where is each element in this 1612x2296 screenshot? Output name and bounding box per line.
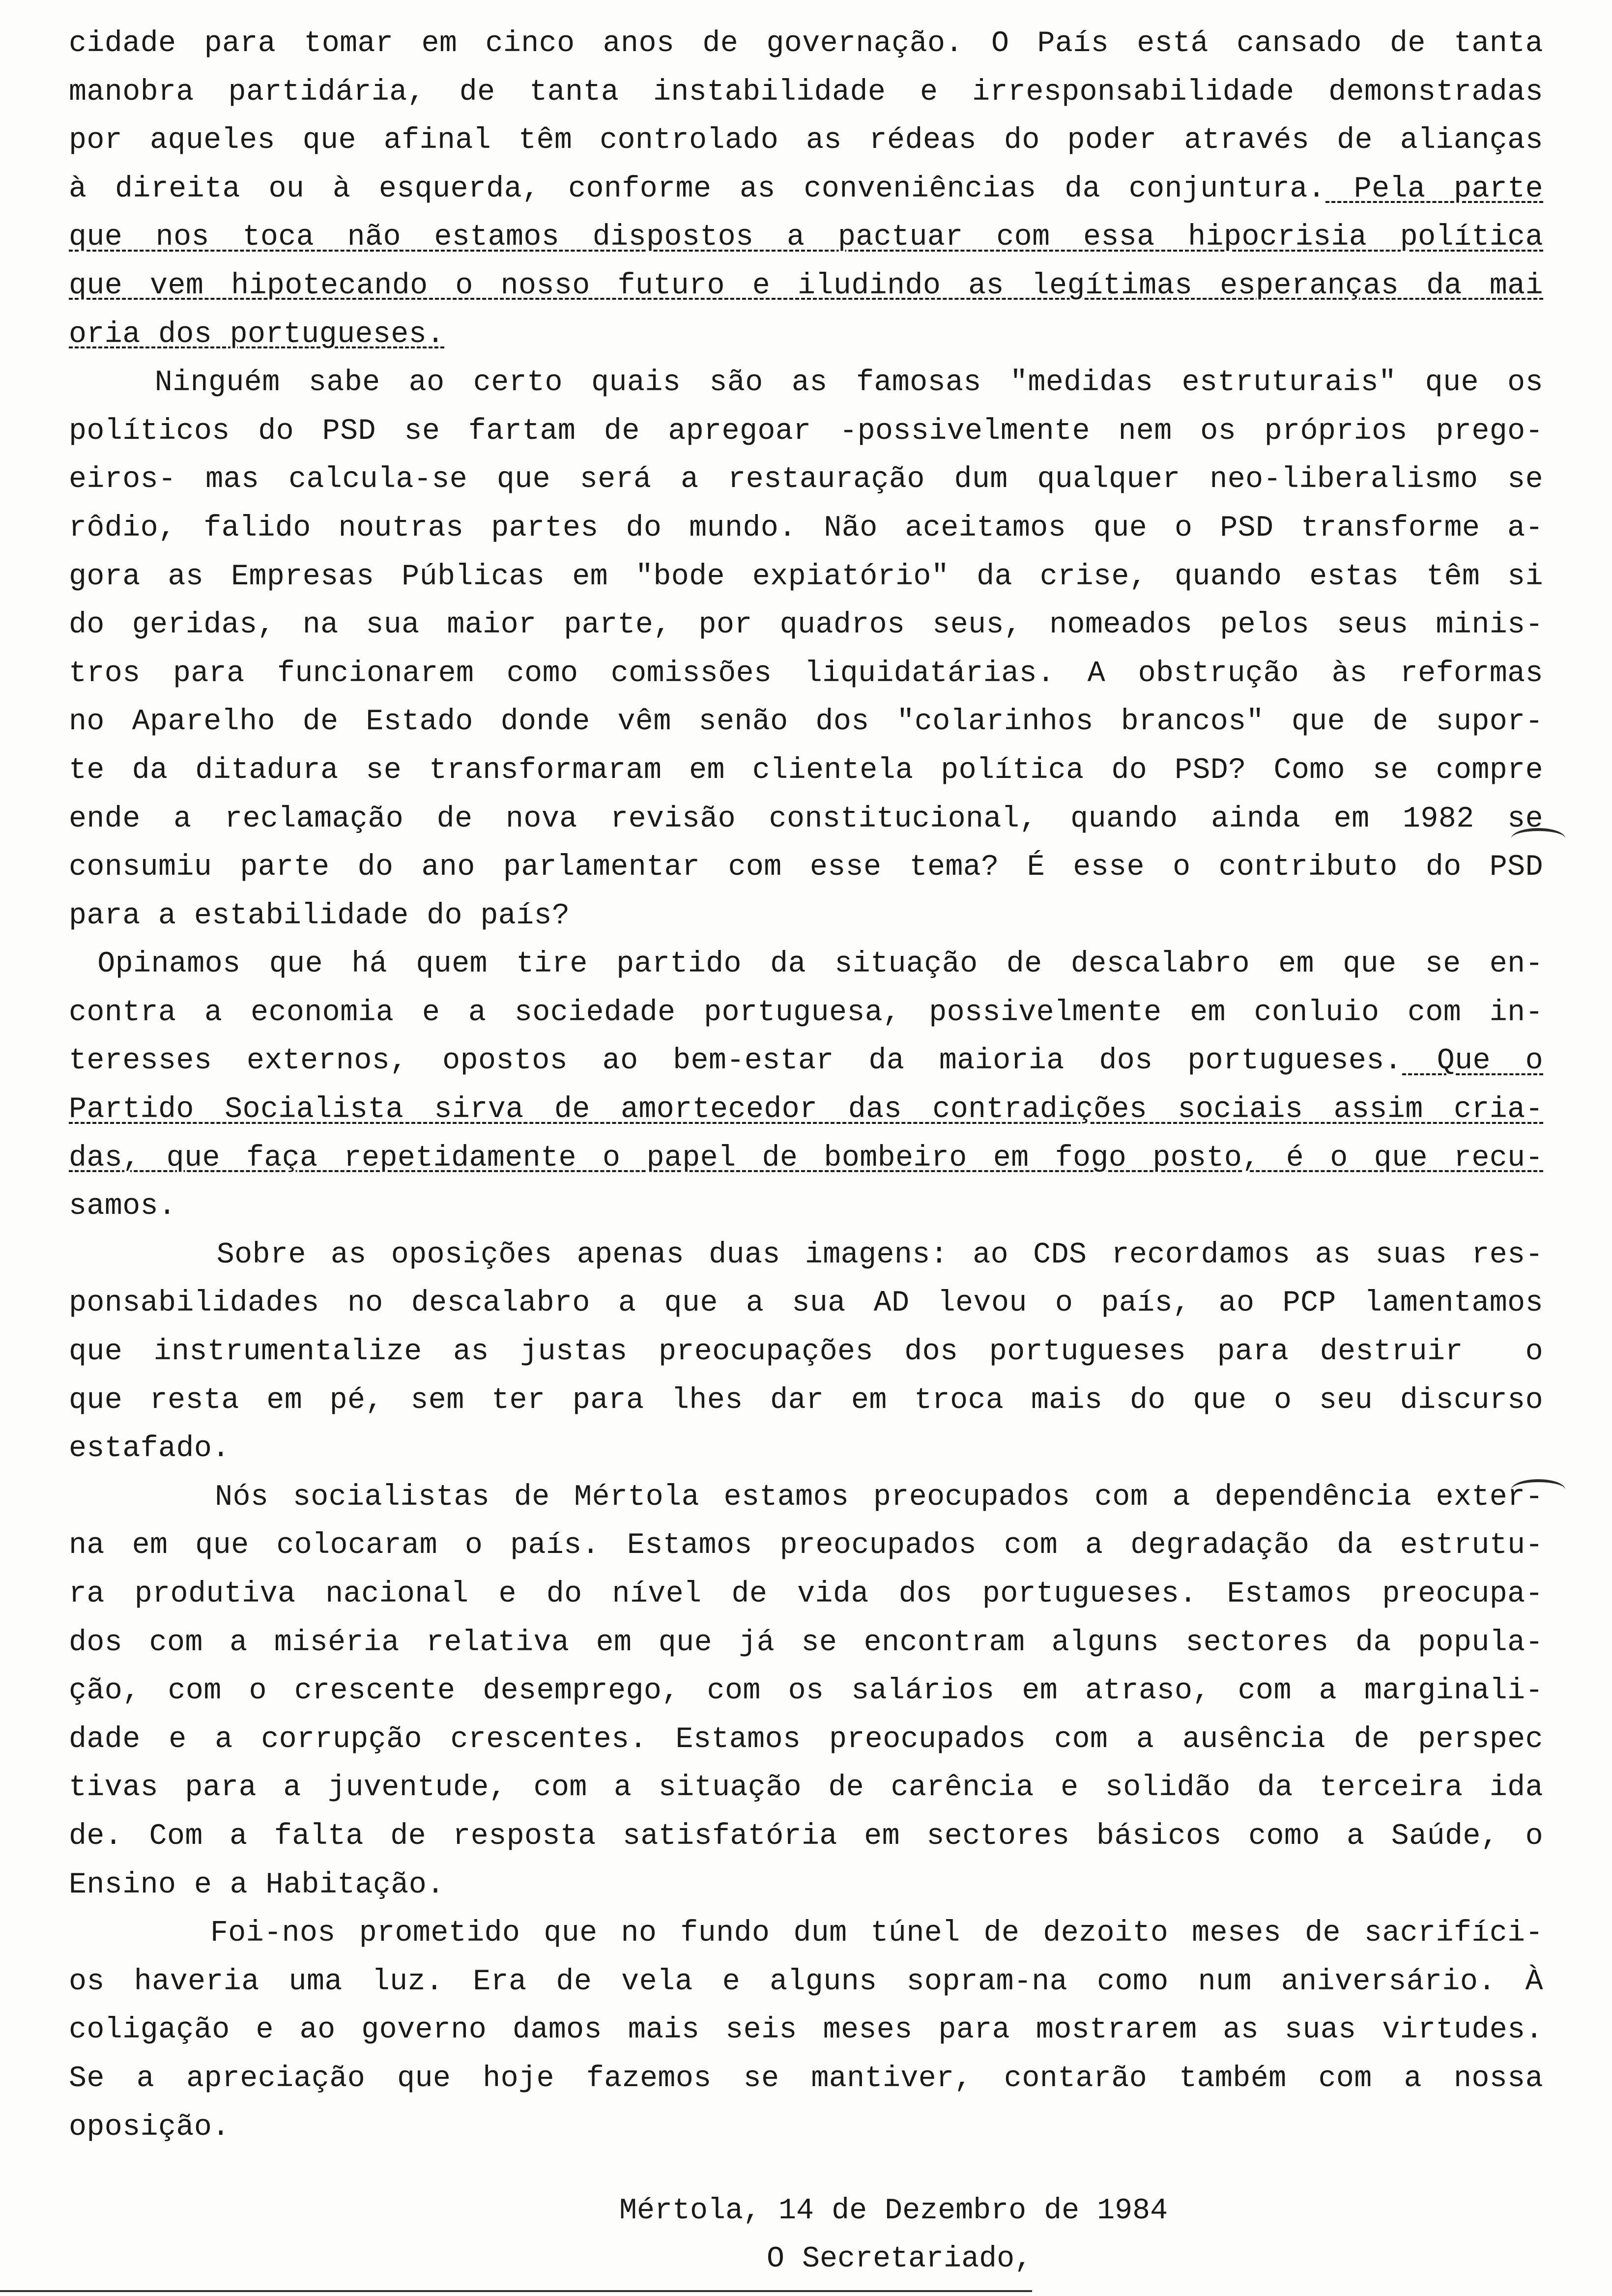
text-line: os haveria uma luz. Era de vela e alguns sopram-na como num aniversário. À — [69, 1965, 1543, 1999]
text-line: Ninguém sabe ao certo quais são as famosas "medidas estruturais" que os — [69, 366, 1543, 400]
text-line: dade e a corrupção crescentes. Estamos preocupados com a ausência de perspec — [69, 1722, 1543, 1756]
text-line: de. Com a falta de resposta satisfatória em sectores básicos como a Saúde, o — [69, 1819, 1543, 1853]
text-line: estafado. — [69, 1432, 230, 1466]
text-line: oposição. — [69, 2110, 230, 2144]
text-line: ende a reclamação de nova revisão constitucional, quando ainda em 1982 se — [69, 802, 1543, 836]
text-line: ponsabilidades no descalabro a que a sua AD levou o país, ao PCP lamentamos — [69, 1287, 1543, 1320]
text-line: ção, com o crescente desemprego, com os salários em atraso, com a marginali- — [69, 1674, 1543, 1708]
text-line: Ensino e a Habitação. — [69, 1868, 445, 1902]
underlined-line: Partido Socialista sirva de amortecedor das contradições sociais assim cria- — [69, 1093, 1543, 1127]
text-line: samos. — [69, 1190, 176, 1224]
text-line: Sobre as oposições apenas duas imagens: ao CDS recordamos as suas res- — [69, 1238, 1543, 1272]
text-line-part: à direita ou à esquerda, conforme as conveniências da conjuntura. — [69, 172, 1326, 206]
text-line: manobra partidária, de tanta instabilidade e irresponsabilidade demonstradas — [69, 75, 1543, 109]
text-line: ra produtiva nacional e do nível de vida dos portugueses. Estamos preocupa- — [69, 1578, 1543, 1611]
text-line: gora as Empresas Públicas em "bode expiatório" da crise, quando estas têm si — [69, 560, 1543, 594]
text-line-part: teresses externos, opostos ao bem-estar da maioria dos portugueses. — [69, 1044, 1403, 1078]
text-line: Foi-nos prometido que no fundo dum túnel de dezoito meses de sacrifíci- — [69, 1917, 1543, 1951]
signoff-place-date: Mértola, 14 de Dezembro de 1984 — [619, 2194, 1168, 2228]
signoff-signature: O Secretariado, — [767, 2242, 1033, 2276]
text-line: que instrumentalize as justas preocupações dos portugueses para destruir o — [69, 1335, 1543, 1369]
text-line: Opinamos que há quem tire partido da situação de descalabro em que se en- — [69, 947, 1543, 981]
text-line: eiros- mas calcula-se que será a restauração dum qualquer neo-liberalismo se — [69, 463, 1543, 497]
text-line: para a estabilidade do país? — [69, 899, 570, 933]
text-line: contra a economia e a sociedade portuguesa, possivelmente em conluio com in- — [69, 996, 1543, 1030]
text-line: tros para funcionarem como comissões liquidatárias. A obstrução às reformas — [69, 657, 1543, 690]
text-line: Nós socialistas de Mértola estamos preocupados com a dependência exter- — [69, 1480, 1543, 1514]
bottom-rule — [0, 2290, 1032, 2292]
underlined-line: que vem hipotecando o nosso futuro e iludindo as legítimas esperanças da mai — [69, 269, 1543, 303]
text-line — [69, 1037, 1543, 1086]
document-body — [69, 20, 1543, 2152]
text-line: te da ditadura se transformaram em clientela política do PSD? Como se compre — [69, 753, 1543, 787]
text-line: tivas para a juventude, com a situação de carência e solidão da terceira ida — [69, 1771, 1543, 1805]
text-line: na em que colocaram o país. Estamos preocupados com a degradação da estrutu- — [69, 1529, 1543, 1563]
underlined-line: oria dos portugueses. — [69, 317, 445, 351]
underlined-text: Que o — [1402, 1044, 1544, 1078]
text-line: do geridas, na sua maior parte, por quadros seus, nomeados pelos seus minis- — [69, 608, 1543, 642]
text-line: que resta em pé, sem ter para lhes dar em troca mais do que o seu discurso — [69, 1383, 1543, 1417]
margin-mark — [1511, 828, 1565, 849]
underlined-line: que nos toca não estamos dispostos a pactuar com essa hipocrisia política — [69, 221, 1543, 255]
underlined-line: das, que faça repetidamente o papel de bombeiro em fogo posto, é o que recu- — [69, 1141, 1543, 1175]
text-line: políticos do PSD se fartam de apregoar -possivelmente nem os próprios prego- — [69, 414, 1543, 448]
text-line: Se a apreciação que hoje fazemos se mantiver, contarão também com a nossa — [69, 2062, 1543, 2095]
text-line: dos com a miséria relativa em que já se encontram alguns sectores da popula- — [69, 1626, 1543, 1660]
text-line: coligação e ao governo damos mais seis meses para mostrarem as suas virtudes. — [69, 2013, 1543, 2047]
text-line: consumiu parte do ano parlamentar com esse tema? É esse o contributo do PSD — [69, 851, 1543, 885]
text-line: no Aparelho de Estado donde vêm senão dos "colarinhos brancos" que de supor- — [69, 705, 1543, 739]
text-line: rôdio, falido noutras partes do mundo. Não aceitamos que o PSD transforme a- — [69, 511, 1543, 545]
underlined-text: Pela parte — [1325, 172, 1543, 206]
text-line — [69, 165, 1543, 214]
margin-mark — [1511, 1479, 1565, 1500]
text-line: por aqueles que afinal têm controlado as rédeas do poder através de alianças — [69, 124, 1543, 158]
text-line: cidade para tomar em cinco anos de governação. O País está cansado de tanta — [69, 27, 1543, 60]
